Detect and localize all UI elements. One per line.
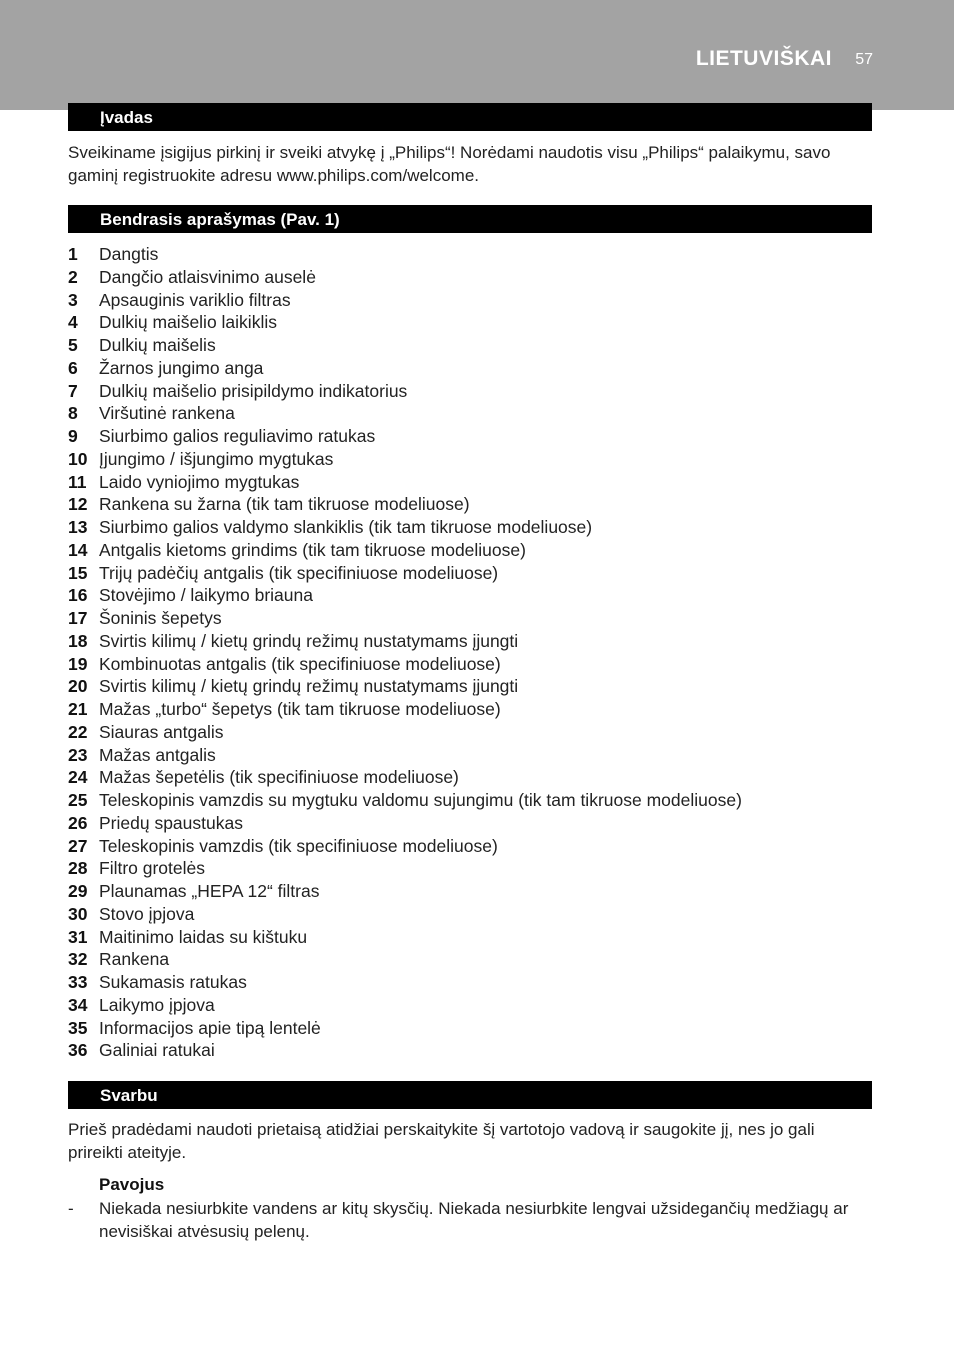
list-item — [68, 835, 872, 858]
list-item — [68, 493, 872, 516]
item-label: Siurbimo galios valdymo slankiklis (tik tam tikruose modeliuose) — [99, 517, 593, 537]
item-number: 9 — [68, 426, 78, 446]
item-number: 27 — [68, 835, 88, 856]
item-label: Dangtis — [99, 244, 159, 264]
list-item — [68, 994, 872, 1017]
item-number: 22 — [68, 721, 88, 742]
list-item — [68, 1017, 872, 1040]
list-item — [68, 311, 872, 334]
item-label: Laido vyniojimo mygtukas — [99, 471, 300, 492]
list-item — [68, 789, 872, 812]
item-number: 16 — [68, 585, 88, 606]
item-label: Kombinuotas antgalis (tik specifiniuose modeliuose) — [99, 653, 501, 674]
item-label: Dulkių maišelio prisipildymo indikatorius — [99, 380, 408, 401]
item-number: 35 — [68, 1017, 88, 1038]
item-number: 21 — [68, 699, 88, 719]
item-label: Svirtis kilimų / kietų grindų režimų nustatymams įjungti — [99, 676, 519, 697]
item-label: Žarnos jungimo anga — [99, 357, 264, 378]
item-number: 29 — [68, 881, 88, 901]
item-label: Siauras antgalis — [99, 721, 224, 742]
list-item — [68, 584, 872, 607]
item-number: 17 — [68, 608, 88, 628]
list-item — [68, 653, 872, 676]
item-number: 26 — [68, 812, 88, 833]
item-label: Dulkių maišelis — [99, 335, 216, 355]
item-label: Antgalis kietoms grindims (tik tam tikruose modeliuose) — [99, 539, 526, 560]
item-label: Mažas šepetėlis (tik specifiniuose modeliuose) — [99, 767, 459, 788]
list-item — [68, 539, 872, 562]
item-label: Dulkių maišelio laikiklis — [99, 312, 277, 333]
list-item — [68, 1039, 872, 1062]
item-number: 8 — [68, 403, 78, 424]
list-item — [68, 812, 872, 835]
item-label: Teleskopinis vamzdis (tik specifiniuose modeliuose) — [99, 835, 498, 856]
list-item — [68, 402, 872, 425]
item-label: Įjungimo / išjungimo mygtukas — [99, 448, 334, 469]
item-number: 3 — [68, 289, 78, 310]
section-heading-important: Svarbu — [68, 1081, 872, 1109]
item-number: 10 — [68, 448, 88, 469]
item-number: 25 — [68, 790, 88, 810]
item-number: 14 — [68, 539, 88, 560]
list-item — [68, 675, 872, 698]
list-item — [68, 926, 872, 949]
item-number: 12 — [68, 494, 88, 515]
item-number: 15 — [68, 562, 88, 583]
item-label: Stovo įpjova — [99, 903, 195, 924]
list-item — [68, 971, 872, 994]
item-number: 1 — [68, 244, 78, 264]
item-label: Trijų padėčių antgalis (tik specifiniuose modeliuose) — [99, 562, 499, 583]
danger-heading: Pavojus — [99, 1175, 165, 1194]
danger-bullet-text: Niekada nesiurbkite vandens ar kitų skysčių. Niekada nesiurbkite lengvai užsidegančių medžiagų ar nevisiškai atvėsusių pelenų. — [99, 1199, 849, 1241]
item-number: 5 — [68, 335, 78, 355]
item-number: 2 — [68, 266, 78, 287]
item-label: Filtro grotelės — [99, 858, 206, 879]
list-item — [68, 516, 872, 539]
item-label: Stovėjimo / laikymo briauna — [99, 585, 313, 606]
list-item — [68, 903, 872, 926]
list-item — [68, 857, 872, 880]
list-item — [68, 948, 872, 971]
section-heading-general: Bendrasis aprašymas (Pav. 1) — [68, 205, 872, 233]
item-label: Mažas „turbo“ šepetys (tik tam tikruose modeliuose) — [99, 699, 501, 719]
list-item — [68, 380, 872, 403]
list-item — [68, 289, 872, 312]
item-number: 7 — [68, 380, 78, 401]
item-label: Svirtis kilimų / kietų grindų režimų nustatymams įjungti — [99, 630, 519, 651]
list-item — [68, 721, 872, 744]
language-label: LIETUVIŠKAI — [695, 47, 832, 70]
item-number: 36 — [68, 1040, 88, 1061]
list-item — [68, 880, 872, 903]
item-label: Sukamasis ratukas — [99, 972, 247, 992]
item-number: 31 — [68, 926, 88, 947]
list-item — [68, 471, 872, 494]
item-label: Siurbimo galios reguliavimo ratukas — [99, 426, 376, 446]
item-label: Priedų spaustukas — [99, 812, 243, 833]
list-item — [68, 698, 872, 721]
bullet-marker: - — [68, 1199, 74, 1218]
list-item — [68, 562, 872, 585]
item-label: Viršutinė rankena — [99, 403, 235, 424]
list-item — [68, 607, 872, 630]
item-label: Rankena su žarna (tik tam tikruose modeliuose) — [99, 494, 470, 515]
item-label: Mažas antgalis — [99, 744, 216, 765]
item-number: 34 — [68, 994, 88, 1015]
list-item — [68, 266, 872, 289]
item-number: 13 — [68, 517, 88, 537]
item-label: Maitinimo laidas su kištuku — [99, 926, 308, 947]
item-number: 18 — [68, 630, 88, 651]
list-item — [68, 744, 872, 767]
item-label: Laikymo įpjova — [99, 994, 215, 1015]
intro-paragraph: Sveikiname įsigijus pirkinį ir sveiki atvykę į „Philips“! Norėdami naudotis visu „Philips“ palaikymu, savo gaminį registruokite adresu www.philips.com/welcome. — [68, 143, 831, 185]
list-item — [68, 766, 872, 789]
item-label: Plaunamas „HEPA 12“ filtras — [99, 881, 320, 901]
important-paragraph: Prieš pradėdami naudoti prietaisą atidžiai perskaitykite šį vartotojo vadovą ir saugokite jį, nes jo gali prireikti ateityje. — [68, 1120, 815, 1162]
item-number: 4 — [68, 312, 78, 333]
list-item — [68, 630, 872, 653]
item-number: 30 — [68, 903, 88, 924]
item-number: 32 — [68, 949, 88, 970]
list-item — [68, 425, 872, 448]
list-item — [68, 357, 872, 380]
item-number: 6 — [68, 357, 78, 378]
item-number: 23 — [68, 744, 88, 765]
page-number: 57 — [855, 51, 873, 68]
item-number: 33 — [68, 972, 88, 992]
item-label: Apsauginis variklio filtras — [99, 289, 291, 310]
item-label: Rankena — [99, 949, 170, 970]
item-label: Galiniai ratukai — [99, 1040, 215, 1061]
item-label: Dangčio atlaisvinimo auselė — [99, 266, 316, 287]
header-band — [0, 0, 954, 110]
list-item — [68, 334, 872, 357]
item-number: 28 — [68, 858, 88, 879]
item-number: 19 — [68, 653, 88, 674]
parts-list — [68, 243, 872, 1062]
item-number: 20 — [68, 676, 88, 697]
item-label: Šoninis šepetys — [99, 608, 222, 628]
item-number: 11 — [68, 471, 87, 492]
section-heading-intro: Įvadas — [68, 103, 872, 131]
item-label: Informacijos apie tipą lentelė — [99, 1017, 321, 1038]
item-label: Teleskopinis vamzdis su mygtuku valdomu sujungimu (tik tam tikruose modeliuose) — [99, 790, 742, 810]
item-number: 24 — [68, 767, 88, 788]
list-item — [68, 448, 872, 471]
list-item — [68, 243, 872, 266]
